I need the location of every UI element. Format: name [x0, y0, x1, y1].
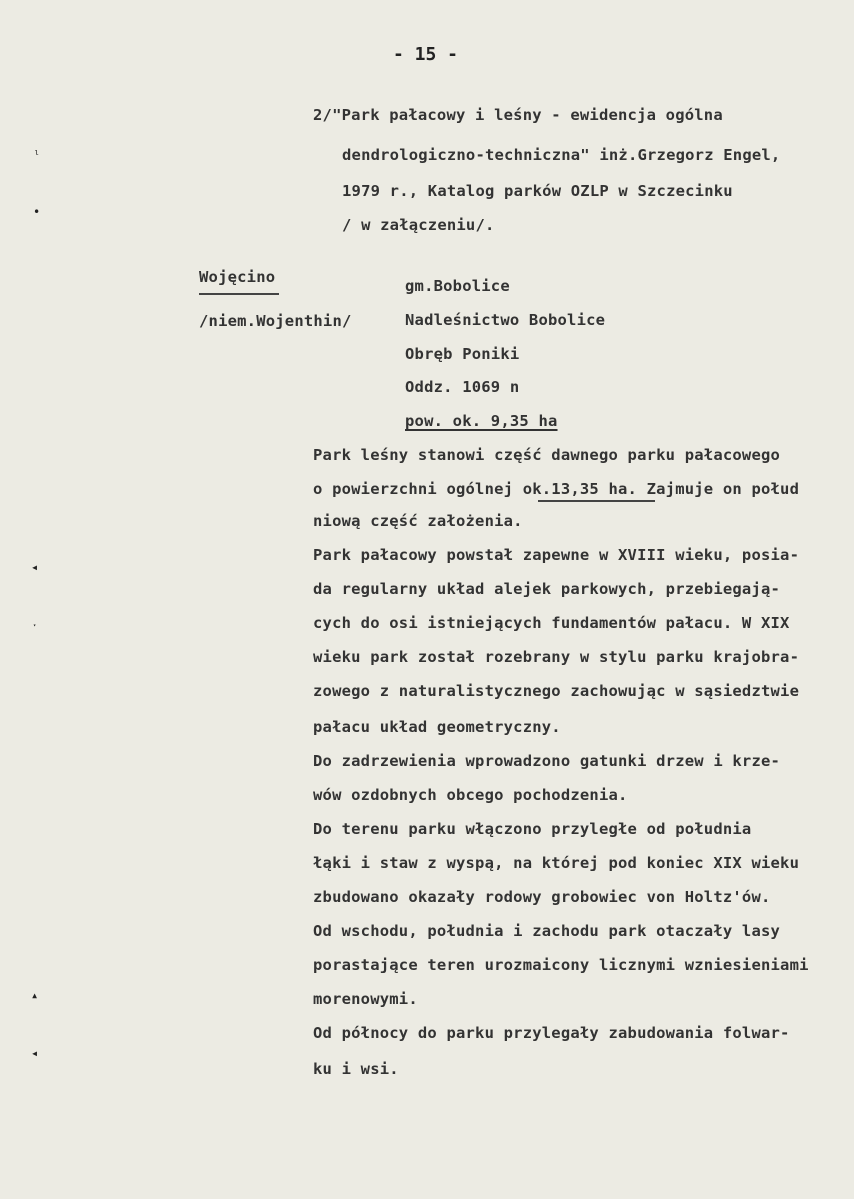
margin-mark: ▴: [31, 988, 39, 1002]
body-line: Park leśny stanowi część dawnego parku pałacowego: [313, 446, 781, 464]
margin-mark: ◂: [31, 1046, 39, 1060]
body-line: porastające teren urozmaicony licznymi wzniesieniami: [313, 956, 809, 974]
body-line: zbudowano okazały rodowy grobowiec von Holtz'ów.: [313, 888, 771, 906]
body-line: Do zadrzewienia wprowadzono gatunki drzew i krze-: [313, 752, 781, 770]
margin-mark: ˑ: [31, 620, 39, 634]
margin-mark: ◂: [31, 560, 39, 574]
reference-line: dendrologiczno-techniczna" inż.Grzegorz Engel,: [342, 146, 781, 164]
body-line: wów ozdobnych obcego pochodzenia.: [313, 786, 628, 804]
body-line: Park pałacowy powstał zapewne w XVIII wieku, posia-: [313, 546, 800, 564]
body-line: Od północy do parku przylegały zabudowania folwar-: [313, 1024, 790, 1042]
entry-german-name: /niem.Wojenthin/: [199, 312, 352, 330]
detail-compartment: Oddz. 1069 n: [405, 378, 520, 396]
reference-line: / w załączeniu/.: [342, 216, 495, 234]
body-line: ku i wsi.: [313, 1060, 399, 1078]
page-number: - 15 -: [393, 44, 459, 65]
body-line: cych do osi istniejących fundamentów pałacu. W XIX: [313, 614, 790, 632]
detail-forest-district: Nadleśnictwo Bobolice: [405, 311, 606, 329]
margin-mark: •: [33, 205, 41, 219]
body-line: da regularny układ alejek parkowych, przebiegają-: [313, 580, 781, 598]
detail-commune: gm.Bobolice: [405, 277, 510, 295]
detail-area: pow. ok. 9,35 ha: [405, 412, 558, 430]
body-line: łąki i staw z wyspą, na której pod koniec XIX wieku: [313, 854, 800, 872]
area-underline: [538, 500, 655, 502]
body-line: morenowymi.: [313, 990, 418, 1008]
entry-name-underline: [199, 293, 279, 295]
margin-mark: ˡ: [33, 148, 41, 162]
body-line: Od wschodu, południa i zachodu park otaczały lasy: [313, 922, 781, 940]
body-line: Do terenu parku włączono przyległe od południa: [313, 820, 752, 838]
reference-line: 1979 r., Katalog parków OZLP w Szczecinku: [342, 182, 733, 200]
detail-precinct: Obręb Poniki: [405, 345, 520, 363]
entry-name: Wojęcino: [199, 268, 276, 286]
reference-line: 2/"Park pałacowy i leśny - ewidencja ogólna: [313, 106, 723, 124]
body-line: pałacu układ geometryczny.: [313, 718, 561, 736]
body-line: niową część założenia.: [313, 512, 523, 530]
body-line: zowego z naturalistycznego zachowując w sąsiedztwie: [313, 682, 800, 700]
body-line: wieku park został rozebrany w stylu parku krajobra-: [313, 648, 800, 666]
body-line: o powierzchni ogólnej ok.13,35 ha. Zajmuje on połud: [313, 480, 800, 498]
